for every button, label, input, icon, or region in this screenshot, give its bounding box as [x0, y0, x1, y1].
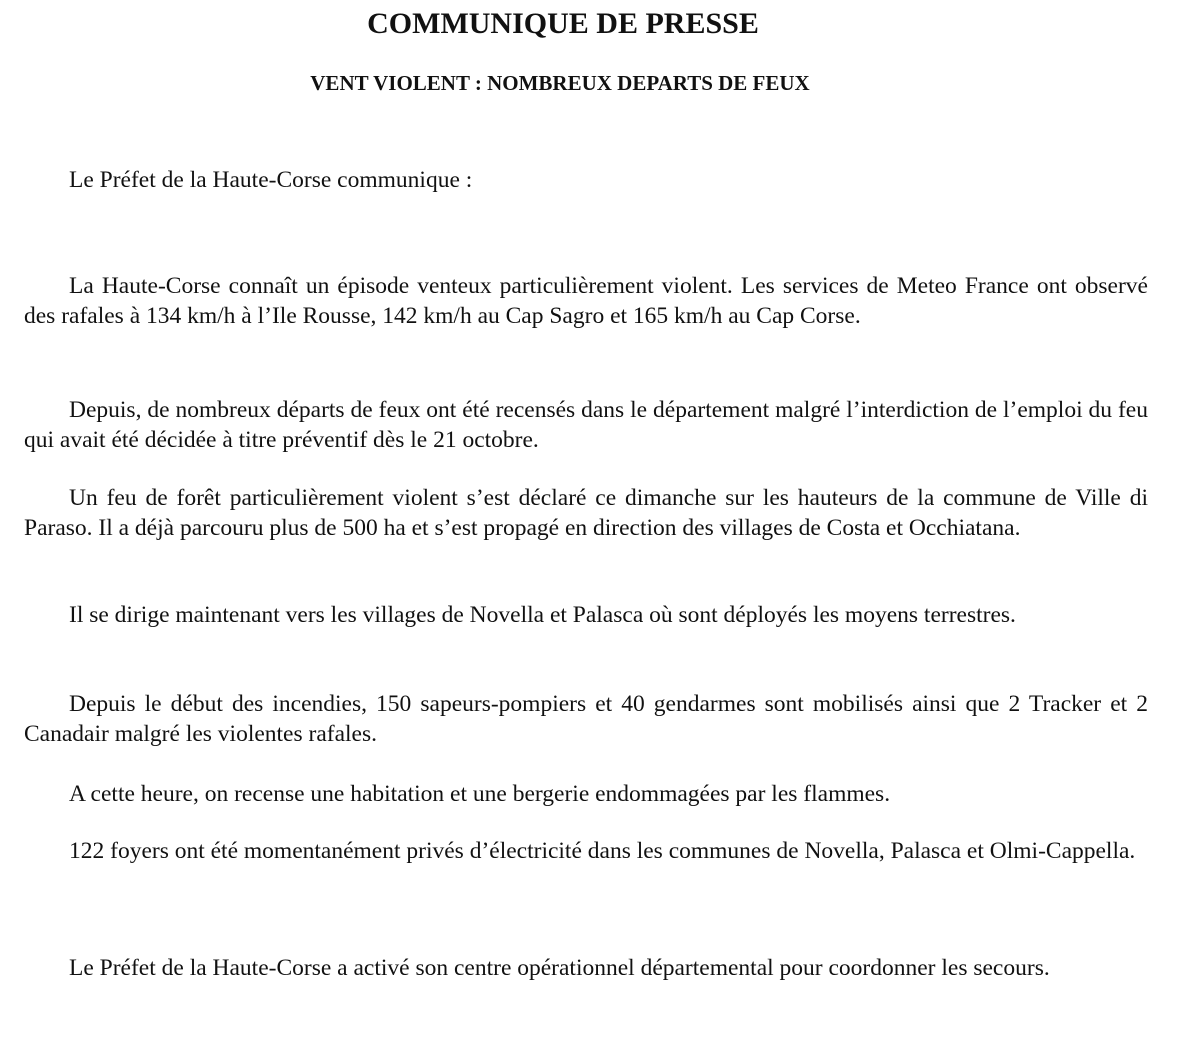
paragraph-operations-center: Le Préfet de la Haute-Corse a activé son centre opérationnel départemental pour coordonner les secours. — [69, 955, 1050, 981]
document-subtitle: VENT VIOLENT : NOMBREUX DEPARTS DE FEUX — [310, 71, 810, 95]
paragraph-damage: A cette heure, on recense une habitation et une bergerie endommagées par les flammes. — [69, 781, 891, 807]
paragraph-fire-direction: Il se dirige maintenant vers les villages de Novella et Palasca où sont déployés les moyens terrestres. — [69, 602, 1016, 628]
document-title: COMMUNIQUE DE PRESSE — [367, 7, 759, 40]
paragraph-wind-gusts: La Haute-Corse connaît un épisode venteux particulièrement violent. Les services de Meteo France ont observé des rafales à 134 km/h à l’Ile Rousse, 142 km/h au Cap Sagro et 165 km/h au Cap Corse. — [24, 273, 1148, 329]
paragraph-forest-fire: Un feu de forêt particulièrement violent s’est déclaré ce dimanche sur les hauteurs de la commune de Ville di Paraso. Il a déjà parcouru plus de 500 ha et s’est propagé en direction des villages de Costa et Occhiatana. — [24, 485, 1148, 541]
paragraph-fire-starts: Depuis, de nombreux départs de feux ont été recensés dans le département malgré l’interdiction de l’emploi du feu qui avait été décidée à titre préventif dès le 21 octobre. — [24, 397, 1148, 453]
intro-paragraph: Le Préfet de la Haute-Corse communique : — [69, 167, 473, 193]
paragraph-electricity: 122 foyers ont été momentanément privés d’électricité dans les communes de Novella, Palasca et Olmi-Cappella. — [69, 838, 1136, 864]
paragraph-resources: Depuis le début des incendies, 150 sapeurs-pompiers et 40 gendarmes sont mobilisés ainsi que 2 Tracker et 2 Canadair malgré les violentes rafales. — [24, 691, 1148, 747]
